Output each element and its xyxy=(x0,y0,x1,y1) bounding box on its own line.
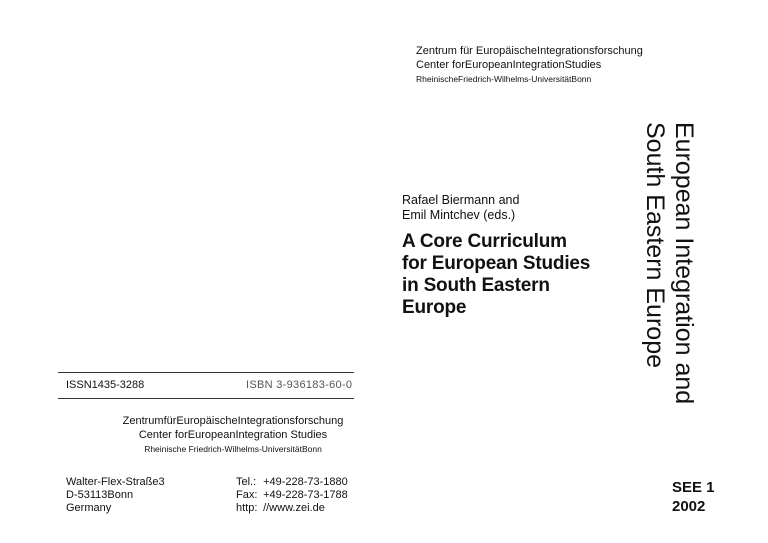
title-line-3: in South Eastern xyxy=(402,275,550,296)
back-institute-name-en: Center forEuropeanIntegration Studies xyxy=(138,429,328,441)
rule-top xyxy=(58,372,354,373)
editor-line-2: Emil Mintchev (eds.) xyxy=(402,208,516,222)
title-line-2: for European Studies xyxy=(402,253,591,274)
back-institute-name-de: ZentrumfürEuropäischeIntegrationsforschung xyxy=(122,415,344,427)
university-name: RheinischeFriedrich-Wilhelms-UniversitätBonn xyxy=(416,74,592,84)
series-label: SEE 1 xyxy=(672,479,715,496)
contact-web xyxy=(236,502,348,515)
web-value: //www.zei.de xyxy=(263,502,325,514)
contact-fax xyxy=(236,489,348,502)
postal-address xyxy=(66,476,165,515)
series-year: 2002 xyxy=(672,498,706,515)
back-university-name: Rheinische Friedrich-Wilhelms-UniversitätBonn xyxy=(144,444,322,454)
title-line-1: A Core Curriculum xyxy=(402,231,567,252)
address-street: Walter-Flex-Straße3 xyxy=(66,476,165,488)
web-label: http: xyxy=(236,502,258,514)
fax-label: Fax: xyxy=(236,489,258,501)
contact-tel xyxy=(236,476,348,489)
editor-line-1: Rafael Biermann and xyxy=(402,193,520,207)
book-title xyxy=(402,231,590,319)
address-city: D-53113Bonn xyxy=(66,489,134,501)
tel-label: Tel.: xyxy=(236,476,257,488)
tel-value: +49-228-73-1880 xyxy=(263,476,348,488)
address-country: Germany xyxy=(66,502,112,514)
contact-info xyxy=(236,476,348,515)
institute-name-de: Zentrum für EuropäischeIntegrationsforschung xyxy=(416,45,643,57)
spine-line-1: European Integration and xyxy=(670,122,698,405)
institute-header xyxy=(416,44,643,86)
series-info xyxy=(672,478,715,516)
editors xyxy=(402,193,519,223)
institute-name-en: Center forEuropeanIntegrationStudies xyxy=(416,59,602,71)
back-institute xyxy=(108,414,358,456)
isbn: ISBN 3-936183-60-0 xyxy=(246,379,353,391)
rule-bottom xyxy=(58,398,354,399)
spine-line-2: South Eastern Europe xyxy=(641,122,669,368)
fax-value: +49-228-73-1788 xyxy=(263,489,348,501)
title-line-4: Europe xyxy=(402,297,467,318)
issn: ISSN1435-3288 xyxy=(66,379,145,391)
spine-title xyxy=(638,122,698,444)
